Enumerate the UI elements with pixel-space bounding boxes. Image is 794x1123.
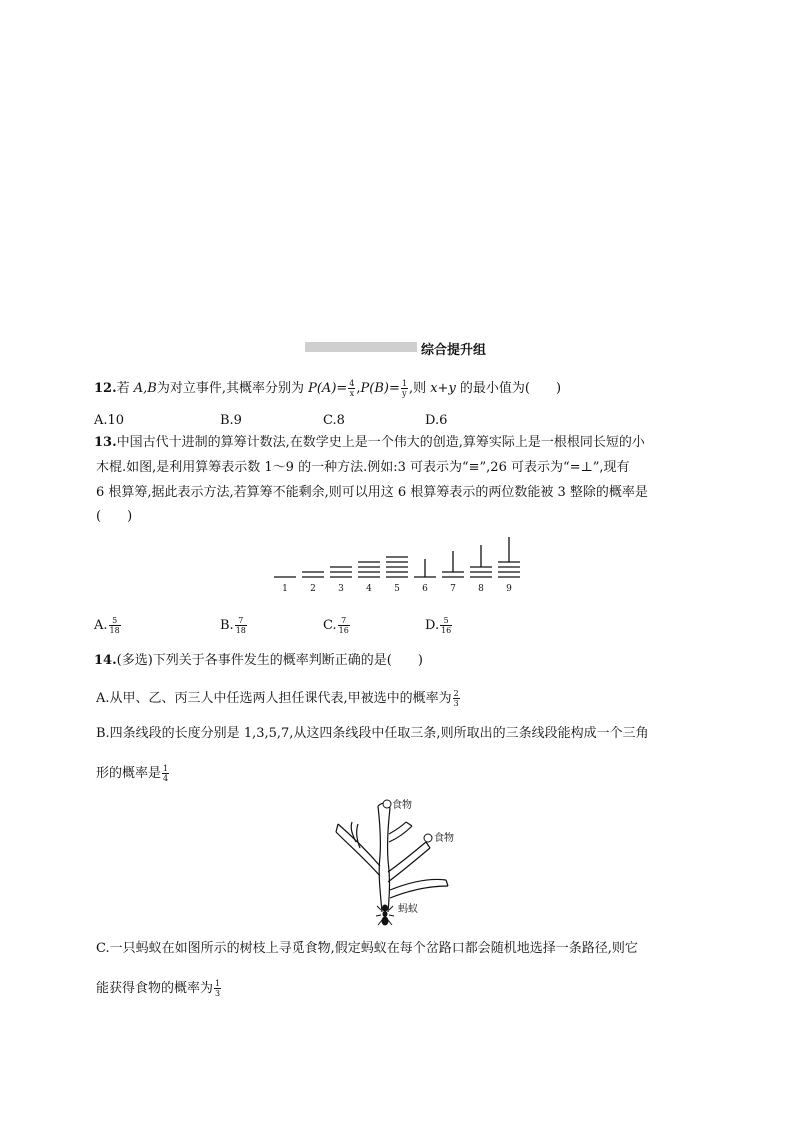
question-13-number: 13. — [94, 435, 117, 450]
question-12-option-a: A.10 — [94, 413, 125, 428]
ant-label: 蚂蚁 — [398, 904, 418, 915]
rod-label-6: 6 — [422, 584, 428, 594]
question-12-stem: 12.若 A,B为对立事件,其概率分别为 P(A)= $\frac{4}{x}$ ,P(B)= $\frac{1}{y}$ ,则 x+y 的最小值为( ) — [94, 379, 562, 398]
food-label-1: 食物 — [392, 800, 412, 811]
rod-label-2: 2 — [310, 584, 316, 594]
question-14-option-b-line-1: B.四条线段的长度分别是 1,3,5,7,从这四条线段中任取三条,则所取出的三条线段能构成一个三角 — [96, 726, 649, 741]
question-13-line-2: 木棍.如图,是利用算筹表示数 1～9 的一种方法.例如:3 可表示为“≡”,26 可表示为“=⊥”,现有 — [96, 460, 630, 475]
question-14-option-b-line-2: 形的概率是 $\frac{1}{4}$ — [96, 764, 169, 783]
rod-label-4: 4 — [366, 584, 372, 594]
rod-label-8: 8 — [478, 584, 484, 594]
ant-icon — [376, 905, 394, 925]
question-14-option-c-line-2: 能获得食物的概率为 $\frac{1}{3}$ — [96, 979, 221, 998]
rod-label-9: 9 — [506, 584, 512, 594]
tree-branches — [336, 803, 448, 912]
rod-label-3: 3 — [338, 584, 344, 594]
rod-8-mark — [470, 545, 492, 577]
question-13-line-4: ( ) — [96, 509, 133, 524]
rod-5-mark — [386, 557, 408, 577]
rod-3-mark — [330, 567, 352, 577]
rod-label-5: 5 — [394, 584, 400, 594]
rod-6-mark — [414, 559, 436, 577]
question-13-option-d: D. $\frac{5}{16}$ — [425, 616, 452, 635]
question-13-option-a: A. $\frac{5}{18}$ — [94, 616, 120, 635]
question-13-option-b: B. $\frac{7}{18}$ — [220, 616, 246, 635]
question-13-line-3: 6 根算筹,据此表示方法,若算筹不能剩余,则可以用这 6 根算筹表示的两位数能被 3 整除的概率是 — [96, 485, 648, 500]
question-12-number: 12. — [94, 381, 117, 396]
food-label-2: 食物 — [434, 833, 454, 844]
question-14-option-a: A.从甲、乙、丙三人中任选两人担任课代表,甲被选中的概率为 $\frac{2}{3}$ — [96, 689, 459, 708]
section-header-bar — [305, 342, 417, 352]
section-title: 综合提升组 — [421, 343, 487, 358]
food-icon — [383, 800, 391, 808]
question-12-option-c: C.8 — [323, 413, 345, 428]
rod-7-mark — [442, 551, 464, 577]
rod-4-mark — [358, 562, 380, 577]
food-icon — [424, 834, 432, 842]
rod-label-7: 7 — [450, 584, 456, 594]
question-12-option-b: B.9 — [220, 413, 242, 428]
fraction-4-over-x: $\frac{4}{x}$ — [349, 379, 355, 398]
rod-label-1: 1 — [282, 584, 288, 594]
fraction-1-over-y: $\frac{1}{y}$ — [401, 379, 407, 398]
rod-2-mark — [302, 572, 324, 577]
question-14-number: 14. — [94, 653, 117, 668]
question-13-line-1: 13.中国古代十进制的算筹计数法,在数学史上是一个伟大的创造,算筹实际上是一根根同长短的小 — [94, 435, 645, 450]
question-12-option-d: D.6 — [425, 413, 448, 428]
rod-9-mark — [498, 537, 520, 577]
question-14-option-c-line-1: C.一只蚂蚁在如图所示的树枝上寻觅食物,假定蚂蚁在每个岔路口都会随机地选择一条路径,则它 — [96, 941, 638, 956]
question-13-option-c: C. $\frac{7}{16}$ — [323, 616, 349, 635]
counting-rods-figure — [270, 533, 525, 595]
question-14-stem: 14.(多选)下列关于各事件发生的概率判断正确的是( ) — [94, 653, 423, 668]
ant-tree-figure — [330, 794, 480, 930]
